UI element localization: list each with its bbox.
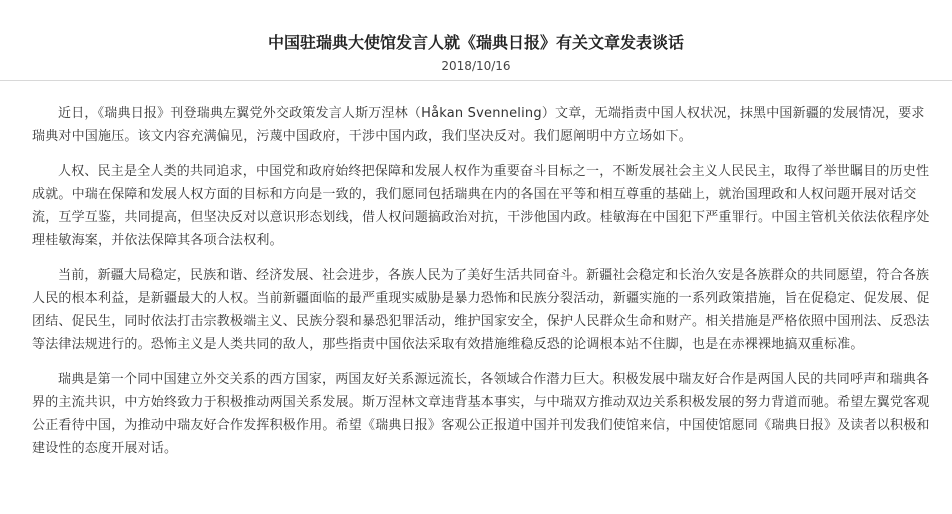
article-paragraph-3: 当前，新疆大局稳定，民族和谐、经济发展、社会进步，各族人民为了美好生活共同奋斗。新疆社会稳定和长治久安是各族群众的共同愿望，符合各族人民的根本利益，是新疆最大的人权。当前新疆面临的最严重现实威胁是暴力恐怖和民族分裂活动，新疆实施的一系列政策措施，旨在促稳定、促发展、促团结、促民生，同时依法打击宗教极端主义、民族分裂和暴恐犯罪活动，维护国家安全，保护人民群众生命和财产。相关措施是严格依照中国刑法、反恐法等法律法规进行的。恐怖主义是人类共同的敌人，那些指责中国依法采取有效措施维稳反恐的论调根本站不住脚，也是在赤裸裸地搞双重标准。 xyxy=(32,268,930,352)
article-body xyxy=(32,102,934,472)
publish-date: 2018/10/16 xyxy=(441,59,511,73)
article-paragraph-4: 瑞典是第一个同中国建立外交关系的西方国家，两国友好关系源远流长，各领域合作潜力巨大。积极发展中瑞友好合作是两国人民的共同呼声和瑞典各界的主流共识，中方始终致力于积极推动两国关系发展。斯万涅林文章违背基本事实，与中瑞双方推动双边关系积极发展的努力背道而驰。希望左翼党客观公正看待中国，为推动中瑞友好合作发挥积极作用。希望《瑞典日报》客观公正报道中国并刊发我们使馆来信，中国使馆愿同《瑞典日报》及读者以积极和建设性的态度开展对话。 xyxy=(32,372,930,456)
article-paragraph-1: 近日，《瑞典日报》刊登瑞典左翼党外交政策发言人斯万涅林（Håkan Svenneling）文章，无端指责中国人权状况，抹黑中国新疆的发展情况，要求瑞典对中国施压。该文内容充满偏见，污蔑中国政府，干涉中国内政，我们坚决反对。我们愿阐明中方立场如下。 xyxy=(32,106,925,144)
page-title: 中国驻瑞典大使馆发言人就《瑞典日报》有关文章发表谈话 xyxy=(267,33,684,52)
title-divider xyxy=(0,80,952,81)
article-paragraph-2: 人权、民主是全人类的共同追求，中国党和政府始终把保障和发展人权作为重要奋斗目标之一，不断发展社会主义人民民主，取得了举世瞩目的历史性成就。中瑞在保障和发展人权方面的目标和方向是一致的，我们愿同包括瑞典在内的各国在平等和相互尊重的基础上，就治国理政和人权问题开展对话交流，互学互鉴，共同提高，但坚决反对以意识形态划线，借人权问题搞政治对抗，干涉他国内政。桂敏海在中国犯下严重罪行。中国主管机关依法依程序处理桂敏海案，并依法保障其各项合法权利。 xyxy=(32,164,930,248)
